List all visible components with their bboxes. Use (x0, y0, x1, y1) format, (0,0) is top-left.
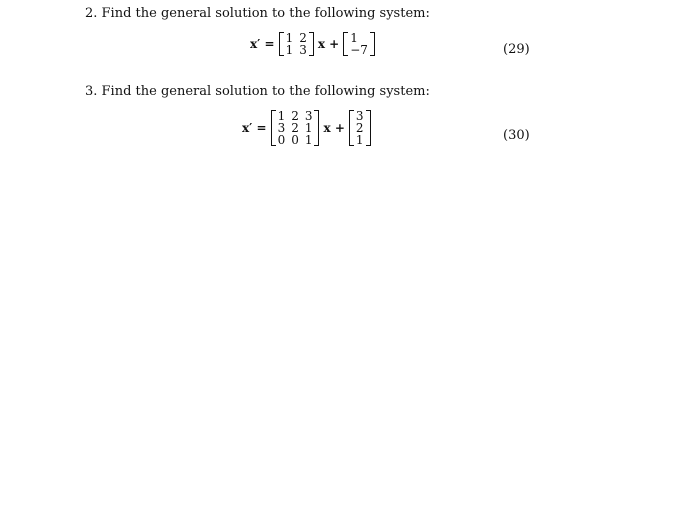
matrix-cell: 1 (277, 109, 286, 123)
equation-30-vector (349, 110, 371, 146)
vector-cell: 2 (355, 121, 364, 135)
equation-29-mid-text: x + (317, 37, 340, 51)
vector-cell: 1 (350, 31, 358, 45)
problem-3-statement: 3. Find the general solution to the following system: (85, 84, 430, 99)
matrix-cell: 2 (291, 121, 299, 135)
matrix-cell: 1 (304, 133, 313, 147)
problem-2-statement: 2. Find the general solution to the following system: (85, 6, 430, 21)
vector-cell: −7 (350, 43, 368, 57)
matrix-cell: 1 (304, 121, 313, 135)
matrix-cell: 1 (285, 43, 294, 57)
equation-30-mid-text: x + (323, 121, 345, 135)
equation-29 (250, 32, 375, 56)
equation-29-mid (318, 38, 339, 50)
matrix-cell: 0 (291, 133, 299, 147)
vector-cell: 3 (355, 109, 364, 123)
matrix-cell: 2 (299, 31, 307, 45)
equation-29-vector (343, 32, 375, 56)
equation-30-lhs: x′ = (242, 121, 267, 135)
matrix-cell: 0 (277, 133, 286, 147)
equation-number-30: (30) (503, 128, 530, 143)
matrix-cell: 2 (291, 109, 299, 123)
matrix-cell: 3 (304, 109, 313, 123)
equation-29-lhs: x′ = (250, 37, 275, 51)
matrix-cell: 3 (299, 43, 307, 57)
vector-cell: 1 (355, 133, 364, 147)
equation-30-matrix (271, 110, 320, 146)
equation-number-29: (29) (503, 42, 530, 57)
matrix-cell: 3 (277, 121, 286, 135)
equation-30 (242, 110, 371, 146)
equation-30-mid (323, 122, 344, 134)
equation-29-matrix (279, 32, 314, 56)
matrix-cell: 1 (285, 31, 294, 45)
